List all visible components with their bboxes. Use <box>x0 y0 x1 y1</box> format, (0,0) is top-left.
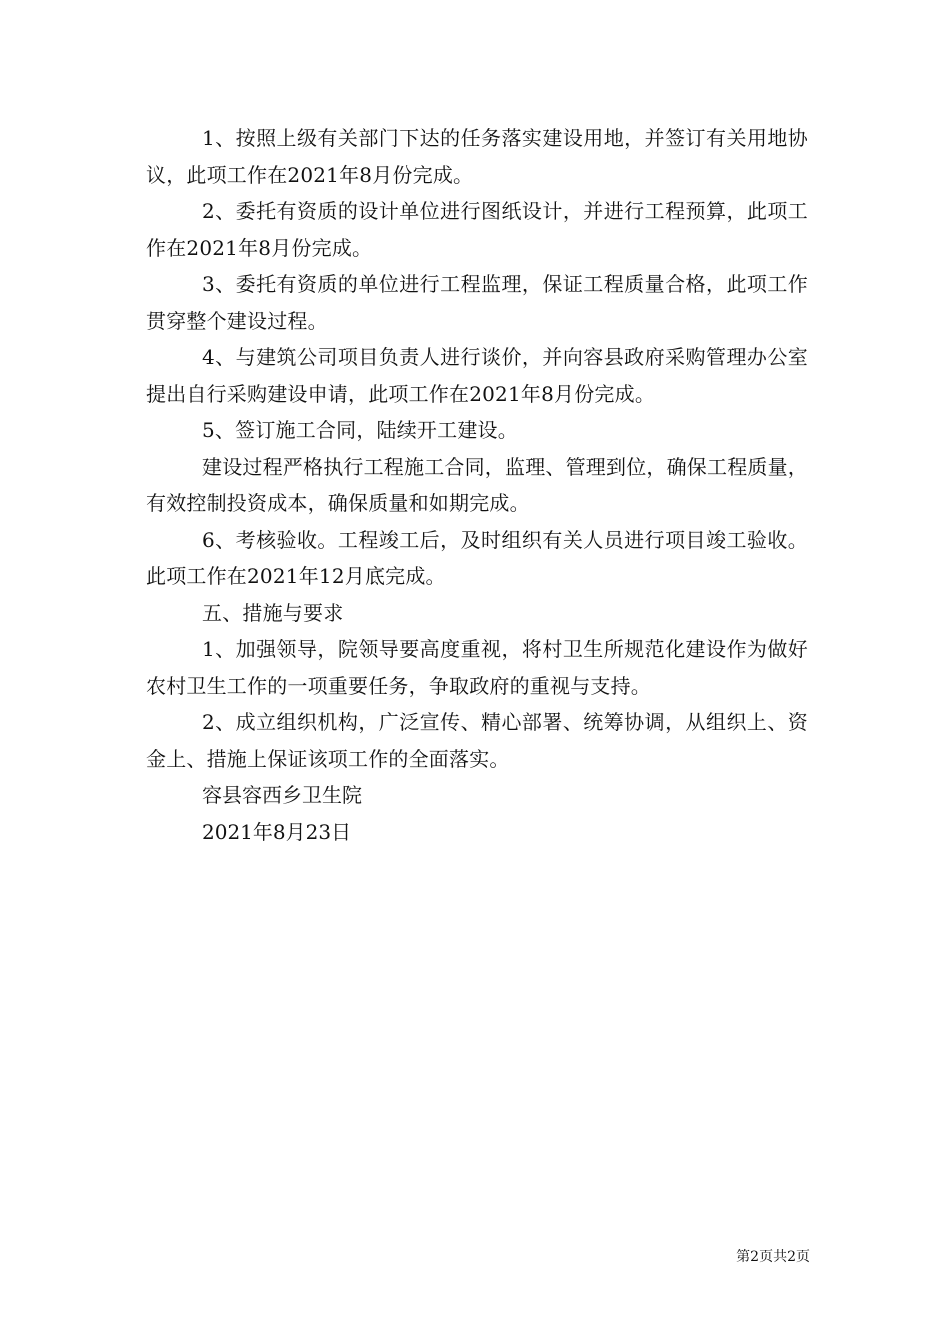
section-heading-measures: 五、措施与要求 <box>202 600 344 625</box>
signature-date: 2021年8月23日 <box>202 819 352 844</box>
paragraph-item-5: 5、签订施工合同，陆续开工建设。 <box>202 418 518 442</box>
page-number-footer: 第2页共2页 <box>736 1249 810 1265</box>
signature-organization: 容县容西乡卫生院 <box>202 783 362 807</box>
paragraph-measure-1: 1、加强领导，院领导要高度重视，将村卫生所规范化建设作为做好农村卫生工作的一项重要任务，争取政府的重视与支持。 <box>146 637 808 698</box>
paragraph-item-3: 3、委托有资质的单位进行工程监理，保证工程质量合格，此项工作贯穿整个建设过程。 <box>146 272 808 333</box>
paragraph-item-6: 6、考核验收。工程竣工后，及时组织有关人员进行项目竣工验收。此项工作在2021年12月底完成。 <box>146 527 808 588</box>
paragraph-construction-process: 建设过程严格执行工程施工合同，监理、管理到位，确保工程质量，有效控制投资成本，确保质量和如期完成。 <box>146 454 808 515</box>
paragraph-item-2: 2、委托有资质的设计单位进行图纸设计，并进行工程预算，此项工作在2021年8月份完成。 <box>146 199 808 260</box>
document-body <box>146 120 808 850</box>
paragraph-measure-2: 2、成立组织机构，广泛宣传、精心部署、统筹协调，从组织上、资金上、措施上保证该项工作的全面落实。 <box>146 710 808 771</box>
paragraph-item-1: 1、按照上级有关部门下达的任务落实建设用地，并签订有关用地协议，此项工作在2021年8月份完成。 <box>146 126 808 187</box>
paragraph-item-4: 4、与建筑公司项目负责人进行谈价，并向容县政府采购管理办公室提出自行采购建设申请，此项工作在2021年8月份完成。 <box>146 345 808 406</box>
